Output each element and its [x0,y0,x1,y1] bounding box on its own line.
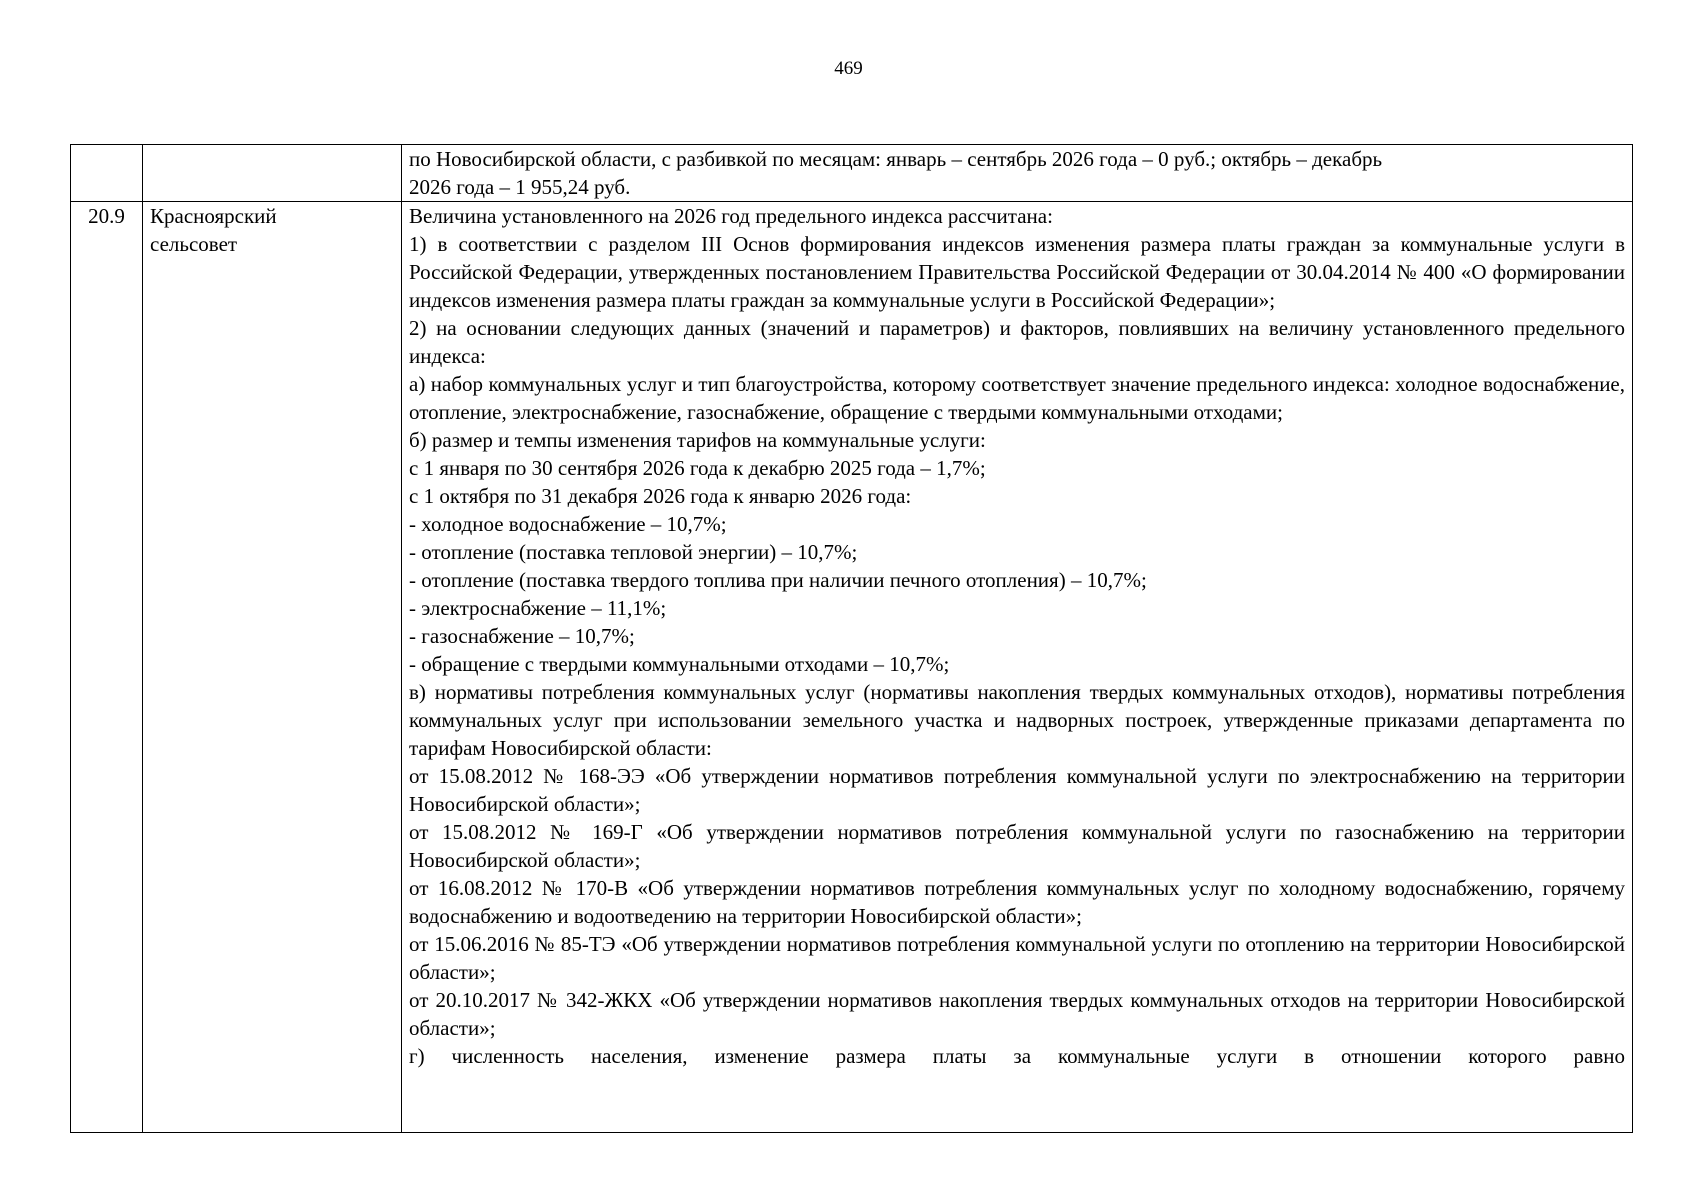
municipality-name-line: Красноярский [150,204,277,228]
paragraph-b-title: б) размер и темпы изменения тарифов на коммунальные услуги: [409,428,986,452]
paragraph-1: 1) в соответствии с разделом III Основ формирования индексов изменения размера платы граждан за коммунальные услуги в Российской Федерации, утвержденных постановлением Правительства Российской Федерации от 30.04.2014 № 400 «О формировании индексов изменения размера платы граждан за коммунальные услуги в Российской Федерации»; [409,232,1625,312]
order-item: от 15.08.2012 № 169-Г «Об утверждении нормативов потребления коммунальной услуги по газоснабжению на территории Новосибирской области»; [409,820,1625,872]
order-item: от 15.06.2016 № 85-ТЭ «Об утверждении нормативов потребления коммунальной услуги по отоплению на территории Новосибирской области»; [409,932,1625,984]
intro-text: Величина установленного на 2026 год предельного индекса рассчитана: [409,204,1053,228]
text-line: 2026 года – 1 955,24 руб. [409,175,631,199]
paragraph-2: 2) на основании следующих данных (значений и параметров) и факторов, повлиявших на величину установленного предельного индекса: [409,316,1625,368]
period-1: с 1 января по 30 сентября 2026 года к декабрю 2025 года – 1,7%; [409,456,986,480]
table-row [71,145,1633,202]
text-line: по Новосибирской области, с разбивкой по месяцам: январь – сентябрь 2026 года – 0 руб.; октябрь – декабрь [409,147,1383,171]
paragraph-g: г) численность населения, изменение размера платы за коммунальные услуги в отношении которого равно [409,1044,1625,1068]
order-item: от 16.08.2012 № 170-В «Об утверждении нормативов потребления коммунальных услуг по холодному водоснабжению, горячему водоснабжению и водоотведению на территории Новосибирской области»; [409,876,1625,928]
period-2: с 1 октября по 31 декабря 2026 года к январю 2026 года: [409,484,912,508]
tariff-index-table [70,144,1633,1133]
description-cell [402,202,1633,1133]
tariff-item: - газоснабжение – 10,7%; [409,624,635,648]
paragraph-v: в) нормативы потребления коммунальных услуг (нормативы накопления твердых коммунальных отходов), нормативы потребления коммунальных услуг при использовании земельного участка и надворных построек, утвержденные приказами департамента по тарифам Новосибирской области: [409,680,1625,760]
description-cell [402,145,1633,202]
municipality-cell [143,202,402,1133]
tariff-item: - электроснабжение – 11,1%; [409,596,667,620]
row-number-cell: 20.9 [71,202,143,1133]
row-number-cell [71,145,143,202]
paragraph-a: а) набор коммунальных услуг и тип благоустройства, которому соответствует значение предельного индекса: холодное водоснабжение, отопление, электроснабжение, газоснабжение, обращение с твердыми коммунальными отходами; [409,372,1625,424]
tariff-item: - обращение с твердыми коммунальными отходами – 10,7%; [409,652,950,676]
municipality-cell [143,145,402,202]
tariff-item: - отопление (поставка твердого топлива при наличии печного отопления) – 10,7%; [409,568,1147,592]
tariff-item: - отопление (поставка тепловой энергии) – 10,7%; [409,540,858,564]
order-item: от 15.08.2012 № 168-ЭЭ «Об утверждении нормативов потребления коммунальной услуги по электроснабжению на территории Новосибирской области»; [409,764,1625,816]
page-number: 469 [834,58,863,79]
table-row [71,202,1633,1133]
order-item: от 20.10.2017 № 342-ЖКХ «Об утверждении нормативов накопления твердых коммунальных отходов на территории Новосибирской области»; [409,988,1625,1040]
municipality-name-line: сельсовет [150,232,238,256]
tariff-item: - холодное водоснабжение – 10,7%; [409,512,727,536]
